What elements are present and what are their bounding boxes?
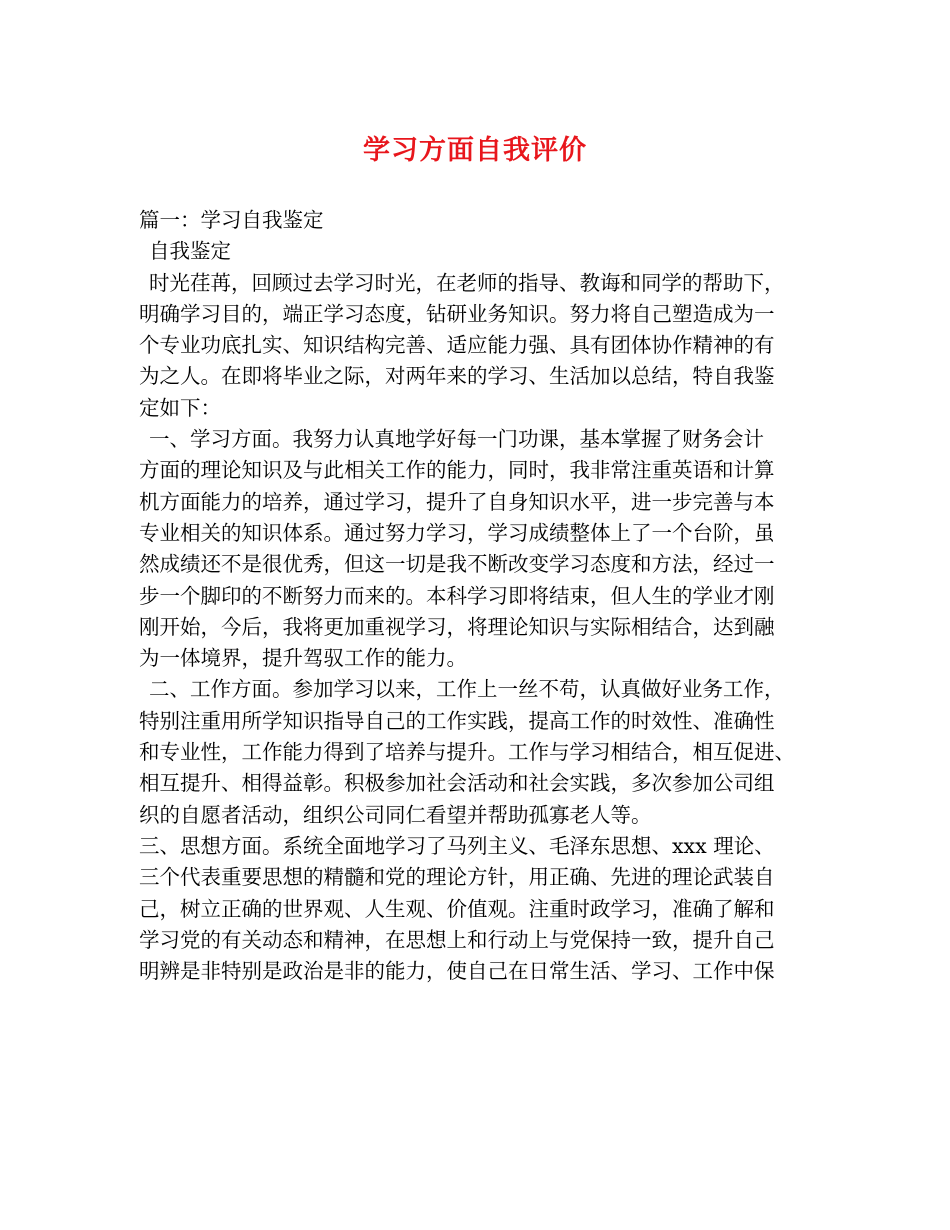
paragraph-line: 相互提升、相得益彰。积极参加社会活动和社会实践，多次参加公司组 bbox=[139, 771, 775, 796]
paragraph-line: 和专业性，工作能力得到了培养与提升。工作与学习相结合，相互促进、 bbox=[139, 740, 795, 765]
paragraph-line: 一、学习方面。我努力认真地学好每一门功课，基本掌握了财务会计 bbox=[149, 427, 764, 452]
paragraph-line: 二、工作方面。参加学习以来，工作上一丝不苟，认真做好业务工作， bbox=[149, 677, 785, 702]
paragraph-line: 为之人。在即将毕业之际，对两年来的学习、生活加以总结，特自我鉴 bbox=[139, 364, 775, 389]
paragraph-line: 机方面能力的培养，通过学习，提升了自身知识水平，进一步完善与本 bbox=[139, 489, 775, 514]
section-heading: 篇一：学习自我鉴定 bbox=[139, 208, 324, 232]
paragraph-line: 己，树立正确的世界观、人生观、价值观。注重时政学习，准确了解和 bbox=[139, 896, 775, 921]
paragraph-line: 刚开始，今后，我将更加重视学习，将理论知识与实际相结合，达到融 bbox=[139, 614, 775, 639]
paragraph-line: 特别注重用所学知识指导自己的工作实践，提高工作的时效性、准确性 bbox=[139, 708, 775, 733]
paragraph-line: 学习党的有关动态和精神，在思想上和行动上与党保持一致，提升自己 bbox=[139, 927, 775, 952]
subheading: 自我鉴定 bbox=[149, 239, 231, 264]
paragraph-line: 方面的理论知识及与此相关工作的能力，同时，我非常注重英语和计算 bbox=[139, 458, 775, 483]
paragraph-line: 个专业功底扎实、知识结构完善、适应能力强、具有团体协作精神的有 bbox=[139, 333, 775, 358]
paragraph-line: 为一体境界，提升驾驭工作的能力。 bbox=[139, 646, 467, 671]
paragraph-line: 明确学习目的，端正学习态度，钻研业务知识。努力将自己塑造成为一 bbox=[139, 301, 775, 326]
paragraph-line: 织的自愿者活动，组织公司同仁看望并帮助孤寡老人等。 bbox=[139, 802, 652, 827]
paragraph-line: 明辨是非特别是政治是非的能力，使自己在日常生活、学习、工作中保 bbox=[139, 959, 775, 984]
paragraph-line: 三、思想方面。系统全面地学习了马列主义、毛泽东思想、xxx 理论、 bbox=[139, 833, 775, 858]
paragraph-line: 时光荏苒，回顾过去学习时光，在老师的指导、教诲和同学的帮助下， bbox=[149, 270, 785, 295]
document-title: 学习方面自我评价 bbox=[363, 135, 587, 166]
paragraph-line: 三个代表重要思想的精髓和党的理论方针，用正确、先进的理论武装自 bbox=[139, 865, 775, 890]
paragraph-line: 专业相关的知识体系。通过努力学习，学习成绩整体上了一个台阶，虽 bbox=[139, 520, 775, 545]
document-body bbox=[139, 205, 819, 987]
paragraph-line: 步一个脚印的不断努力而来的。本科学习即将结束，但人生的学业才刚 bbox=[139, 583, 775, 608]
paragraph-line: 定如下： bbox=[139, 395, 221, 420]
paragraph-line: 然成绩还不是很优秀，但这一切是我不断改变学习态度和方法，经过一 bbox=[139, 552, 775, 577]
